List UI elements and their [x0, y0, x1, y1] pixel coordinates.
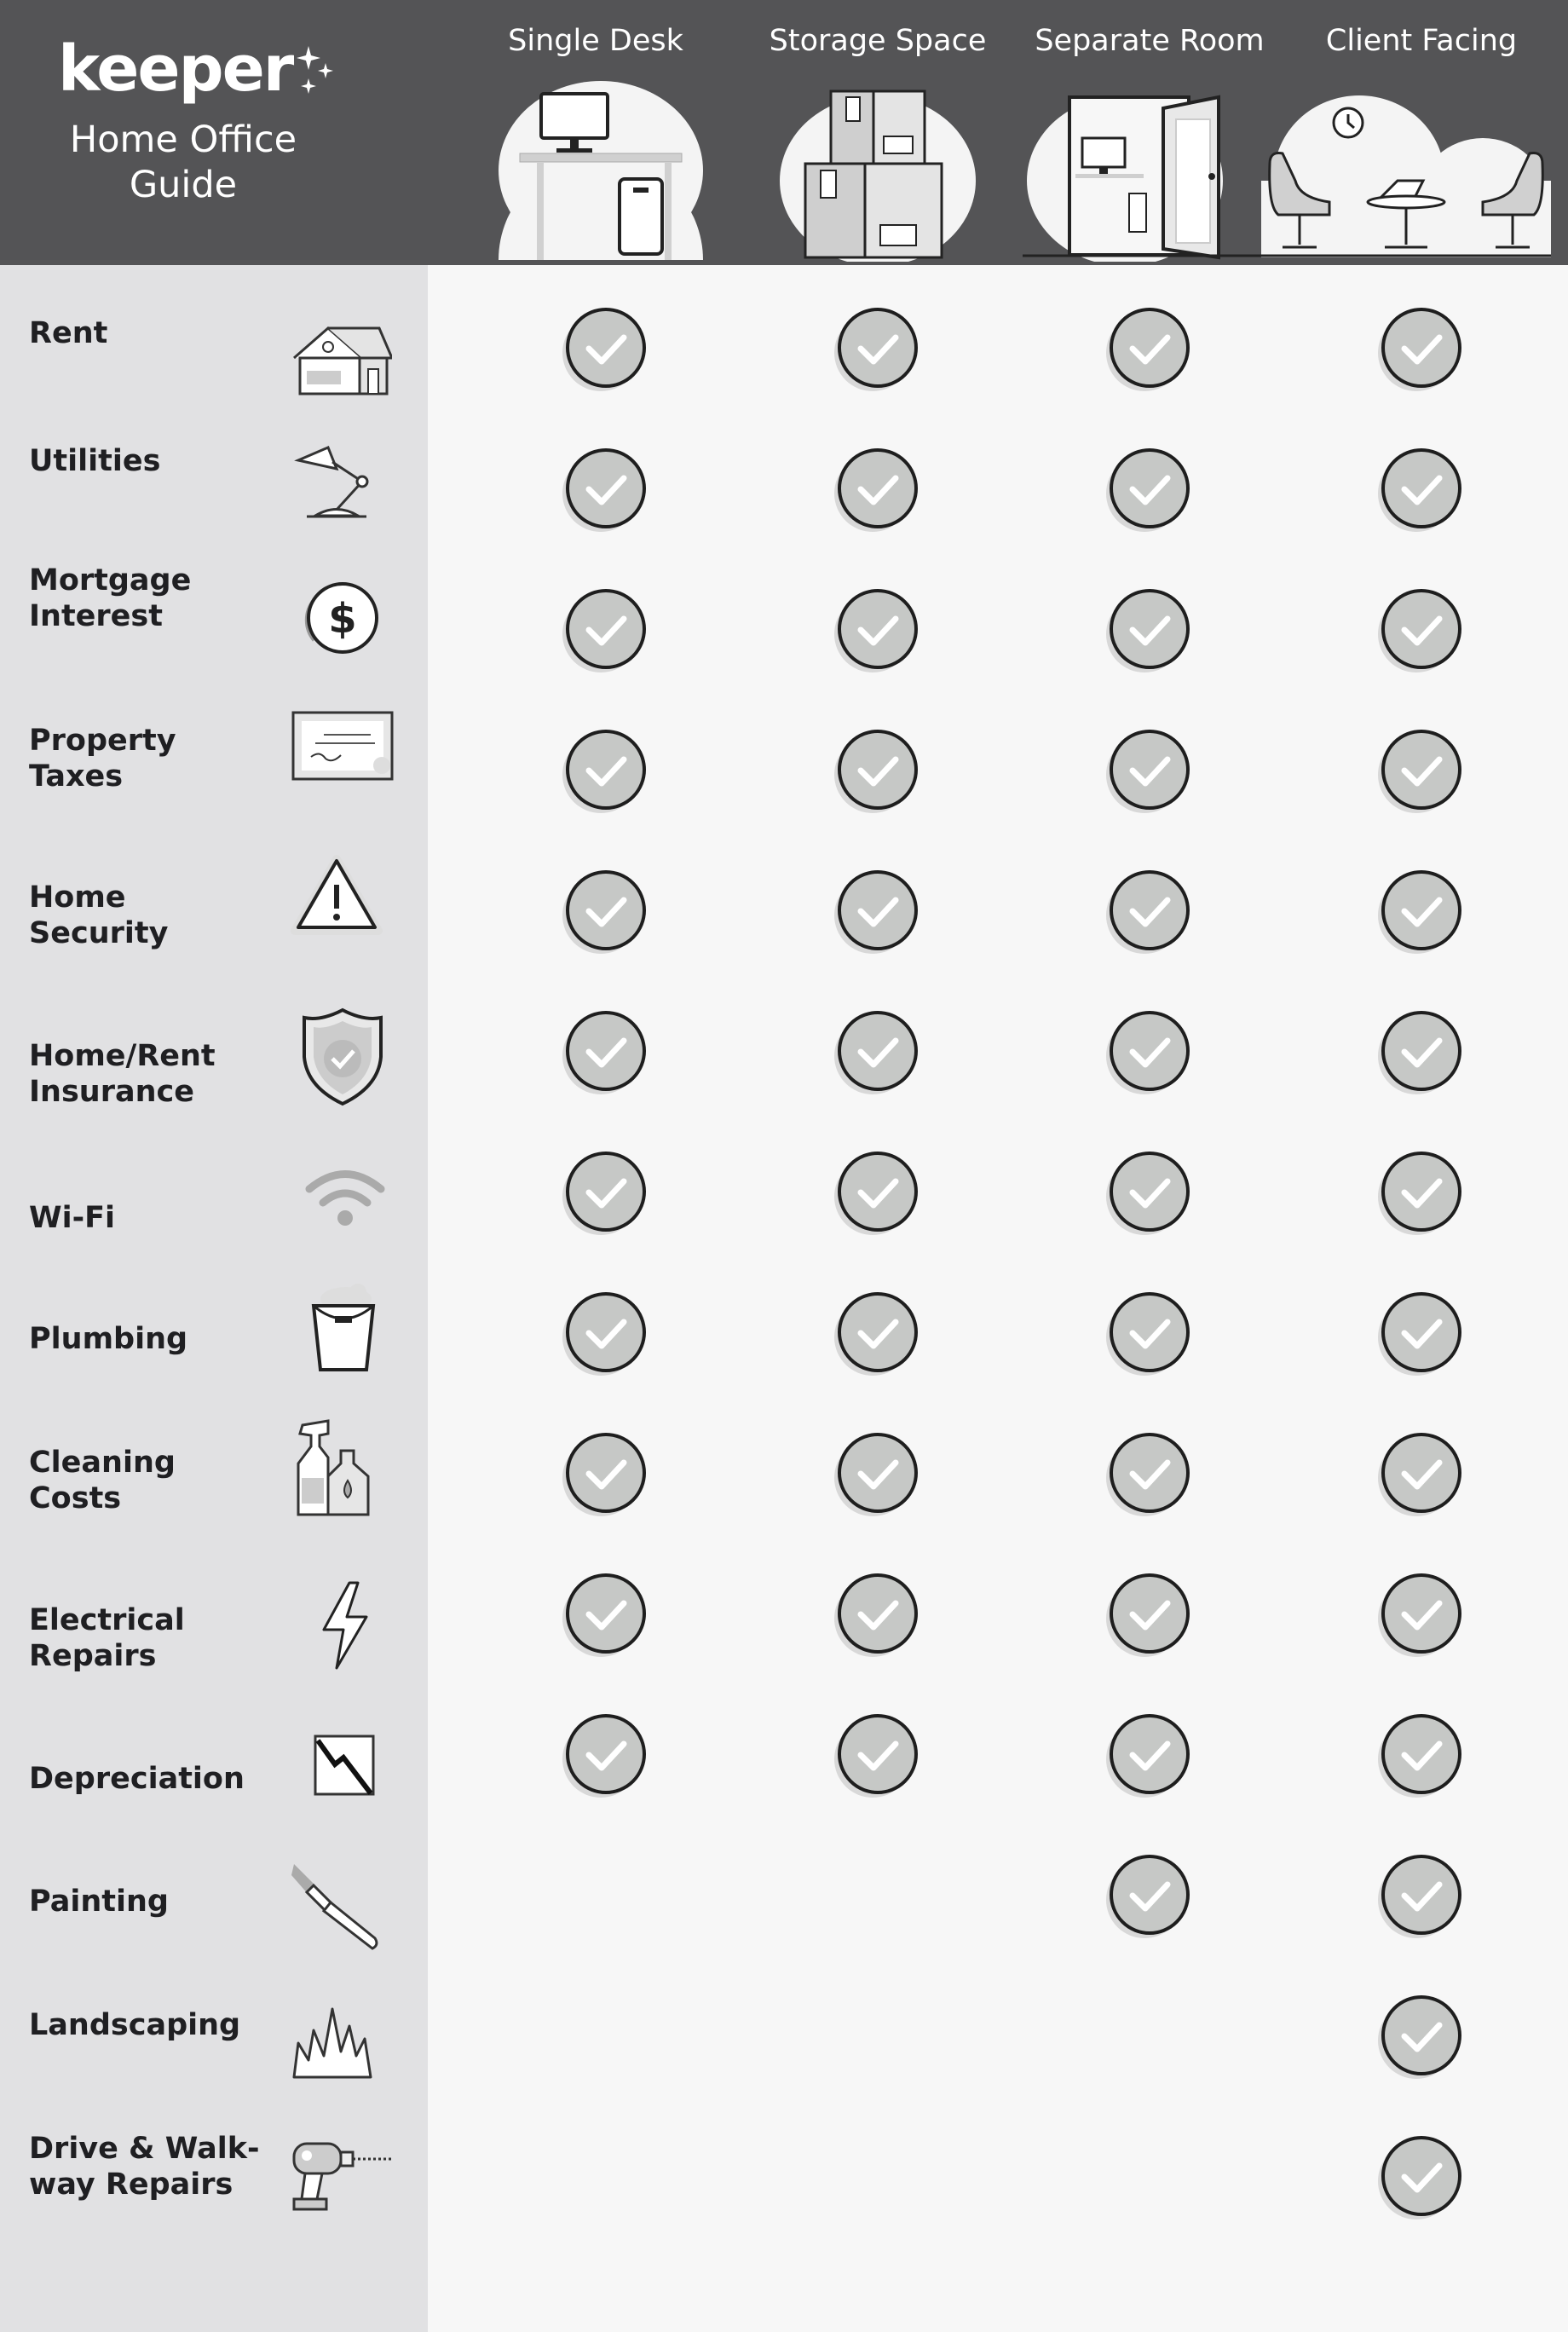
- door-room-illustration: [1023, 78, 1270, 265]
- dollar-coin-icon: [290, 575, 383, 664]
- bucket-icon: [305, 1280, 382, 1377]
- boxes-illustration: [771, 78, 984, 265]
- check-icon: [1105, 1432, 1194, 1521]
- row-label: Electrical Repairs: [29, 1603, 185, 1673]
- check-icon: [833, 869, 922, 958]
- check-icon: [833, 1010, 922, 1099]
- check-icon: [833, 588, 922, 677]
- row-label: Wi-Fi: [29, 1201, 116, 1235]
- check-icon: [562, 1713, 650, 1802]
- check-icon: [1105, 1573, 1194, 1661]
- check-icon: [833, 1291, 922, 1380]
- column-header-storage-space: Storage Space: [769, 24, 987, 58]
- check-icon: [1105, 1854, 1194, 1942]
- check-icon: [833, 447, 922, 536]
- row-label: Property Taxes: [29, 724, 176, 794]
- check-icon: [1105, 869, 1194, 958]
- row-label: Landscaping: [29, 2008, 241, 2042]
- desk-monitor-illustration: [490, 77, 703, 263]
- check-icon: [833, 1713, 922, 1802]
- row-label: Depreciation: [29, 1762, 245, 1796]
- paintbrush-icon: [290, 1860, 383, 1957]
- wifi-icon: [303, 1163, 388, 1235]
- check-icon: [1105, 1713, 1194, 1802]
- shield-icon: [300, 1006, 385, 1111]
- check-icon: [1105, 307, 1194, 395]
- check-icon: [1377, 1854, 1466, 1942]
- check-icon: [833, 307, 922, 395]
- check-icon: [1377, 1432, 1466, 1521]
- check-icon: [562, 1291, 650, 1380]
- check-icon: [1377, 447, 1466, 536]
- row-label: Home Security: [29, 880, 169, 950]
- row-label: Mortgage Interest: [29, 563, 192, 633]
- check-icon: [562, 1573, 650, 1661]
- check-icon: [1377, 1010, 1466, 1099]
- check-icon: [1377, 1994, 1466, 2083]
- check-icon: [1377, 2135, 1466, 2224]
- grass-icon: [290, 2005, 375, 2085]
- check-icon: [1377, 729, 1466, 817]
- row-label: Utilities: [29, 444, 161, 478]
- check-document-icon: [290, 707, 396, 788]
- check-icon: [1377, 1573, 1466, 1661]
- guide-title: Home Office Guide: [69, 118, 297, 206]
- check-icon: [1105, 1010, 1194, 1099]
- check-icon: [833, 1573, 922, 1661]
- check-icon: [1377, 1291, 1466, 1380]
- declining-chart-icon: [311, 1732, 379, 1804]
- warning-icon: [290, 852, 383, 941]
- check-icon: [1105, 588, 1194, 677]
- check-icon: [562, 1151, 650, 1239]
- keeper-logo: keeper: [58, 32, 293, 106]
- lightning-icon: [311, 1579, 379, 1676]
- check-icon: [833, 1432, 922, 1521]
- row-label: Painting: [29, 1885, 169, 1919]
- check-icon: [1377, 869, 1466, 958]
- check-icon: [1105, 1291, 1194, 1380]
- check-icon: [1377, 588, 1466, 677]
- check-icon: [562, 307, 650, 395]
- check-icon: [562, 1432, 650, 1521]
- row-label: Home/Rent Insurance: [29, 1039, 216, 1109]
- row-label: Rent: [29, 316, 108, 350]
- check-icon: [562, 729, 650, 817]
- check-icon: [833, 729, 922, 817]
- sparkle-icon: [297, 46, 339, 101]
- check-icon: [562, 1010, 650, 1099]
- check-icon: [562, 447, 650, 536]
- house-icon: [290, 320, 392, 400]
- row-label: Drive & Walk- way Repairs: [29, 2132, 260, 2202]
- check-icon: [1377, 307, 1466, 395]
- check-icon: [1105, 1151, 1194, 1239]
- check-icon: [1377, 1713, 1466, 1802]
- desk-lamp-icon: [290, 443, 383, 523]
- check-icon: [1105, 729, 1194, 817]
- check-icon: [1377, 1151, 1466, 1239]
- column-header-separate-room: Separate Room: [1035, 24, 1265, 58]
- check-icon: [562, 869, 650, 958]
- svg-text:$: $: [328, 595, 357, 643]
- drill-icon: [290, 2135, 396, 2215]
- column-header-client-facing: Client Facing: [1325, 24, 1518, 58]
- check-icon: [1105, 447, 1194, 536]
- meeting-chairs-illustration: [1261, 78, 1551, 265]
- row-label: Cleaning Costs: [29, 1446, 176, 1515]
- column-header-single-desk: Single Desk: [508, 24, 683, 58]
- check-icon: [833, 1151, 922, 1239]
- cleaning-bottles-icon: [290, 1417, 375, 1522]
- check-icon: [562, 588, 650, 677]
- row-label: Plumbing: [29, 1322, 188, 1356]
